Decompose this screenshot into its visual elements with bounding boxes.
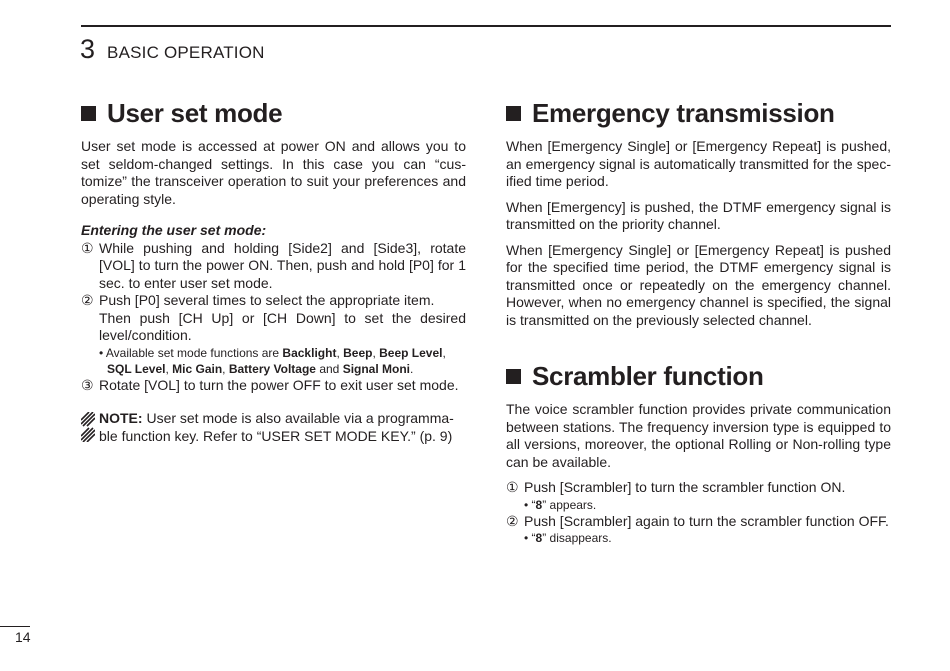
bullet-prefix: • Available set mode functions are bbox=[99, 345, 283, 360]
section-heading-user-set-mode bbox=[81, 96, 466, 130]
subheading: Entering the user set mode: bbox=[81, 222, 267, 238]
step-number: ① bbox=[506, 479, 519, 495]
step-number: ② bbox=[506, 512, 519, 529]
set-mode-functions-bullet-line2 bbox=[81, 361, 466, 377]
heading-text: Emergency transmission bbox=[532, 98, 835, 128]
heading-text: User set mode bbox=[107, 98, 283, 128]
heading-text: Scrambler function bbox=[532, 361, 764, 391]
scrambler-paragraph: The voice scrambler function provides private communication between stations. The frequency inversion type is equipped to all versions, moreover, the optional Rolling or Non-rolling type can be available. bbox=[506, 401, 891, 470]
note-hatch-icon bbox=[81, 412, 95, 442]
scrambler-indicator-bullet bbox=[506, 497, 891, 513]
emergency-paragraph-2: When [Emergency] is pushed, the DTMF emergency signal is transmitted on the priority channel. bbox=[506, 198, 891, 232]
separator: , bbox=[336, 345, 344, 360]
scrambler-step-2 bbox=[506, 513, 891, 531]
emergency-paragraph-3: When [Emergency Single] or [Emergency Repeat] is pushed for the specified time period, the DTMF emergency signal is transmitted once or repeatedly on the emergency channel. However, when no emergency channel is specified, the signal is transmitted on the previously selected channel. bbox=[506, 241, 891, 328]
bullet-suffix: ” disappears. bbox=[542, 531, 612, 545]
note-block bbox=[81, 410, 466, 445]
step-text: Rotate [VOL] to turn the power OFF to exit user set mode. bbox=[99, 376, 459, 393]
scrambler-indicator-bullet bbox=[506, 530, 891, 546]
step-3 bbox=[81, 377, 466, 395]
intro-paragraph: User set mode is accessed at power ON and allows you to set seldom-changed settings. In this case you can “cus-tomize” the transceiver operation to suit your preferences and operating style. bbox=[81, 138, 466, 207]
step-2 bbox=[81, 292, 466, 310]
function-sql-level: SQL Level bbox=[107, 361, 166, 376]
step-number: ② bbox=[81, 292, 94, 308]
square-bullet-icon bbox=[506, 106, 521, 121]
separator: , bbox=[165, 361, 173, 376]
emergency-paragraph-1: When [Emergency Single] or [Emergency Repeat] is pushed, an emergency signal is automatically transmitted for the spec-ified time period. bbox=[506, 138, 891, 189]
step-1 bbox=[81, 240, 466, 293]
function-beep: Beep bbox=[343, 345, 373, 360]
section-heading-scrambler bbox=[506, 359, 891, 393]
right-column bbox=[506, 96, 891, 546]
note-text bbox=[99, 410, 466, 445]
note-body: User set mode is also available via a programma-ble function key. Refer to “USER SET MODE KEY.” (p. 9) bbox=[99, 410, 454, 444]
chapter-title: BASIC OPERATION bbox=[107, 43, 265, 62]
bullet-end: . bbox=[410, 361, 414, 376]
page-number: 14 bbox=[15, 629, 31, 645]
step-text: Push [Scrambler] again to turn the scrambler function OFF. bbox=[524, 512, 889, 529]
separator: and bbox=[315, 361, 343, 376]
step-number: ③ bbox=[81, 376, 94, 393]
chapter-number: 3 bbox=[80, 34, 96, 64]
step-text: Push [P0] several times to select the appropriate item. bbox=[99, 292, 435, 308]
separator: , bbox=[442, 345, 446, 360]
bullet-suffix: ” appears. bbox=[542, 497, 597, 512]
square-bullet-icon bbox=[81, 106, 96, 121]
step-text: Push [Scrambler] to turn the scrambler function ON. bbox=[524, 479, 846, 495]
step-number: ① bbox=[81, 239, 94, 256]
chapter-header bbox=[80, 34, 265, 65]
page-number-rule bbox=[0, 626, 30, 627]
separator: , bbox=[222, 361, 229, 376]
step-text: While pushing and holding [Side2] and [Side3], rotate [VOL] to turn the power ON. Then, push and hold [P0] for 1 sec. to enter user set mode. bbox=[99, 239, 466, 291]
function-beep-level: Beep Level bbox=[379, 345, 443, 360]
left-column bbox=[81, 96, 466, 445]
set-mode-functions-bullet bbox=[81, 345, 466, 361]
square-bullet-icon bbox=[506, 369, 521, 384]
scrambler-indicator-icon: 8 bbox=[535, 531, 543, 545]
bullet-prefix: • “ bbox=[524, 497, 536, 512]
function-mic-gain: Mic Gain bbox=[172, 361, 223, 376]
function-battery-voltage: Battery Voltage bbox=[228, 361, 316, 376]
function-backlight: Backlight bbox=[282, 345, 337, 360]
bullet-prefix: • “ bbox=[524, 531, 536, 545]
scrambler-indicator-icon: 8 bbox=[535, 497, 543, 512]
top-rule bbox=[81, 25, 891, 27]
separator: , bbox=[372, 345, 380, 360]
section-heading-emergency bbox=[506, 96, 891, 130]
note-label: NOTE: bbox=[99, 410, 143, 426]
step-2-continuation: Then push [CH Up] or [CH Down] to set the desired level/condition. bbox=[99, 309, 466, 343]
function-signal-moni: Signal Moni bbox=[342, 361, 411, 376]
scrambler-step-1 bbox=[506, 479, 891, 497]
